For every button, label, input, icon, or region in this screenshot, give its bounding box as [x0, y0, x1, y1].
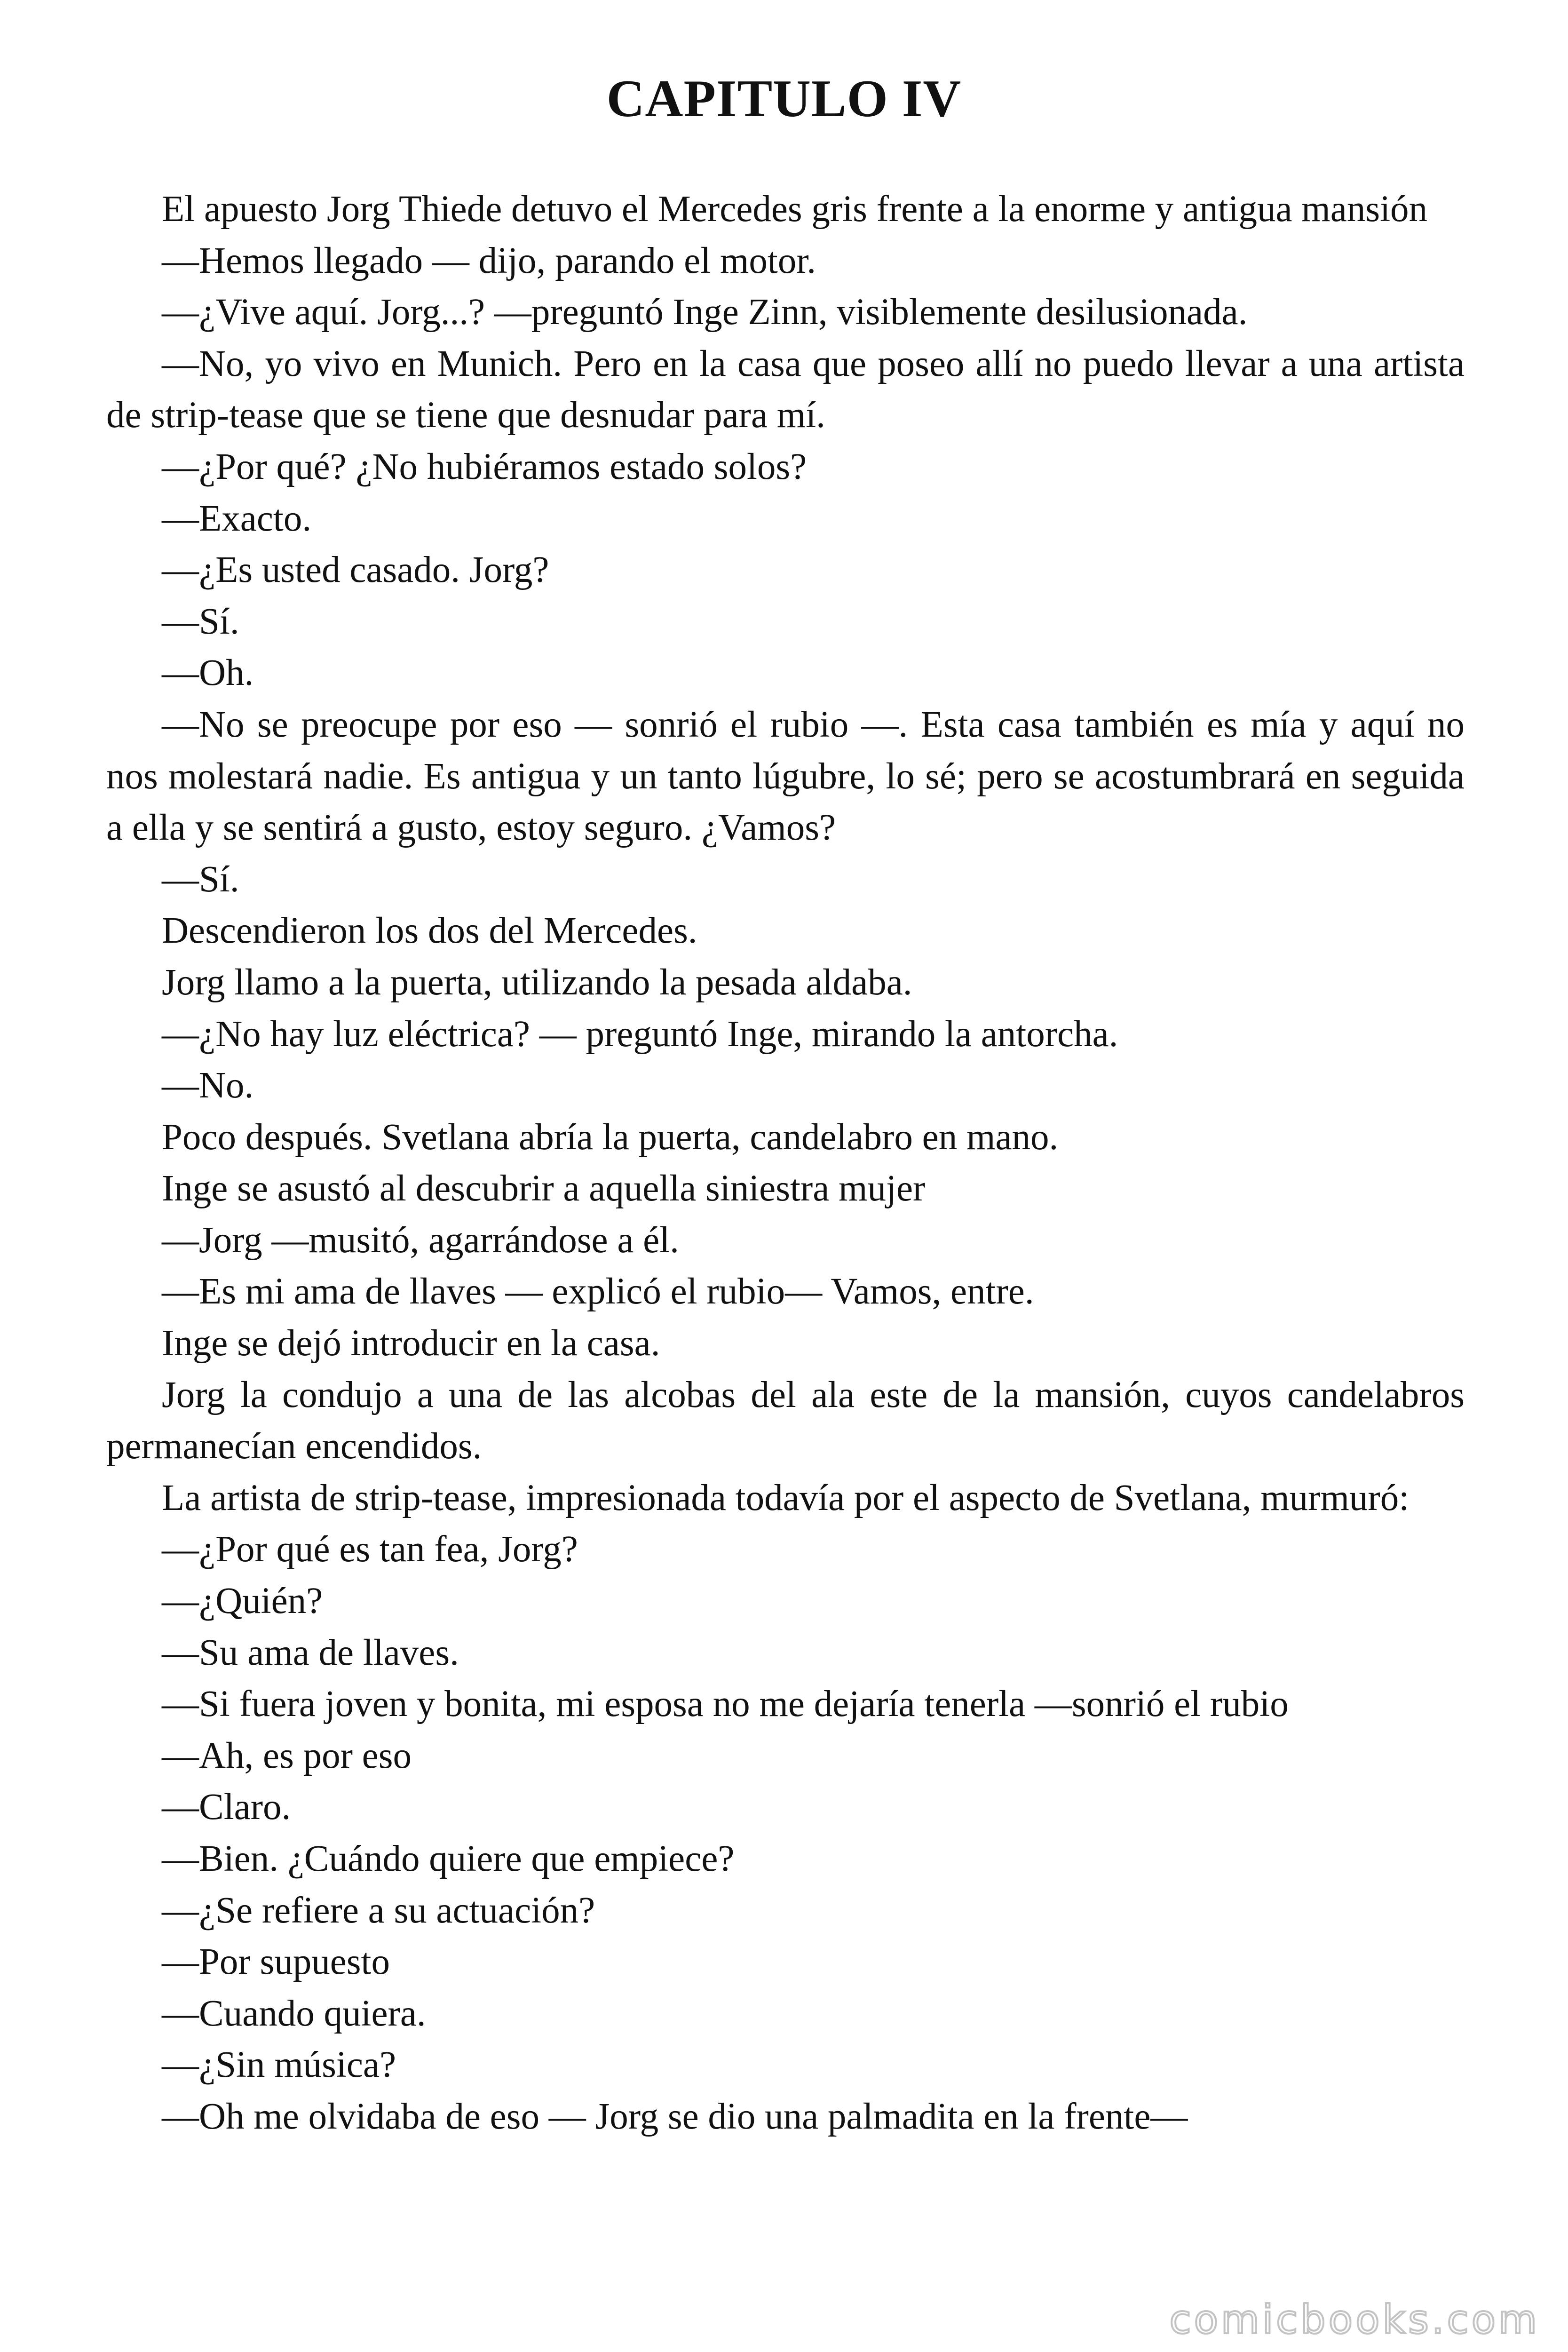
paragraph: —No se preocupe por eso — sonrió el rubio —. Esta casa también es mía y aquí no nos molestará nadie. Es antigua y un tanto lúgubre, lo sé; pero se acostumbrará en seguida a ella y se sentirá a gusto, estoy seguro. ¿Vamos?	[106, 704, 1465, 849]
paragraph: Inge se asustó al descubrir a aquella siniestra mujer	[162, 1168, 926, 1209]
paragraph: Descendieron los dos del Mercedes.	[162, 910, 697, 952]
paragraph: —¿Quién?	[162, 1581, 323, 1622]
paragraph: —Es mi ama de llaves — explicó el rubio— Vamos, entre.	[162, 1271, 1034, 1312]
paragraph: Jorg llamo a la puerta, utilizando la pesada aldaba.	[162, 961, 912, 1003]
paragraph: El apuesto Jorg Thiede detuvo el Mercedes gris frente a la enorme y antigua mansión	[162, 189, 1428, 230]
paragraph: —¿Por qué es tan fea, Jorg?	[162, 1529, 578, 1570]
paragraph: —Ah, es por eso	[162, 1735, 412, 1776]
paragraph: —No.	[162, 1065, 254, 1106]
paragraph: —Claro.	[162, 1787, 291, 1828]
paragraph: Jorg la condujo a una de las alcobas del ala este de la mansión, cuyos candelabros permanecían encendidos.	[106, 1374, 1465, 1467]
paragraph: —Hemos llegado — dijo, parando el motor.	[162, 240, 816, 281]
paragraph: —Exacto.	[162, 498, 312, 539]
paragraph: Inge se dejó introducir en la casa.	[162, 1323, 660, 1364]
paragraph: —Sí.	[162, 858, 239, 900]
paragraph: —Cuando quiera.	[162, 1993, 426, 2034]
paragraph: La artista de strip-tease, impresionada todavía por el aspecto de Svetlana, murmuró:	[162, 1477, 1410, 1518]
paragraph: —Por supuesto	[162, 1941, 390, 1983]
paragraph: —¿Se refiere a su actuación?	[162, 1890, 595, 1931]
paragraph: —¿Sin música?	[162, 2044, 396, 2086]
paragraph: —Si fuera joven y bonita, mi esposa no me dejaría tenerla —sonrió el rubio	[162, 1684, 1289, 1725]
paragraph: —Sí.	[162, 601, 239, 642]
paragraph: —Oh me olvidaba de eso — Jorg se dio una palmadita en la frente—	[162, 2096, 1188, 2137]
chapter-body	[106, 183, 1465, 2143]
paragraph: —Oh.	[162, 652, 254, 694]
paragraph: —Jorg —musitó, agarrándose a él.	[162, 1219, 679, 1261]
paragraph: —¿Es usted casado. Jorg?	[162, 549, 549, 591]
paragraph: —Su ama de llaves.	[162, 1632, 459, 1673]
chapter-title: CAPITULO IV	[606, 70, 962, 128]
paragraph: —No, yo vivo en Munich. Pero en la casa que poseo allí no puedo llevar a una artista de strip-tease que se tiene que desnudar para mí.	[106, 343, 1465, 436]
paragraph: Poco después. Svetlana abría la puerta, candelabro en mano.	[162, 1116, 1059, 1158]
watermark: comicbooks.com	[1169, 2296, 1540, 2343]
paragraph: —¿Por qué? ¿No hubiéramos estado solos?	[162, 446, 807, 487]
paragraph: —¿No hay luz eléctrica? — preguntó Inge, mirando la antorcha.	[162, 1013, 1118, 1055]
paragraph: —Bien. ¿Cuándo quiere que empiece?	[162, 1838, 735, 1879]
paragraph: —¿Vive aquí. Jorg...? —preguntó Inge Zinn, visiblemente desilusionada.	[162, 292, 1248, 333]
